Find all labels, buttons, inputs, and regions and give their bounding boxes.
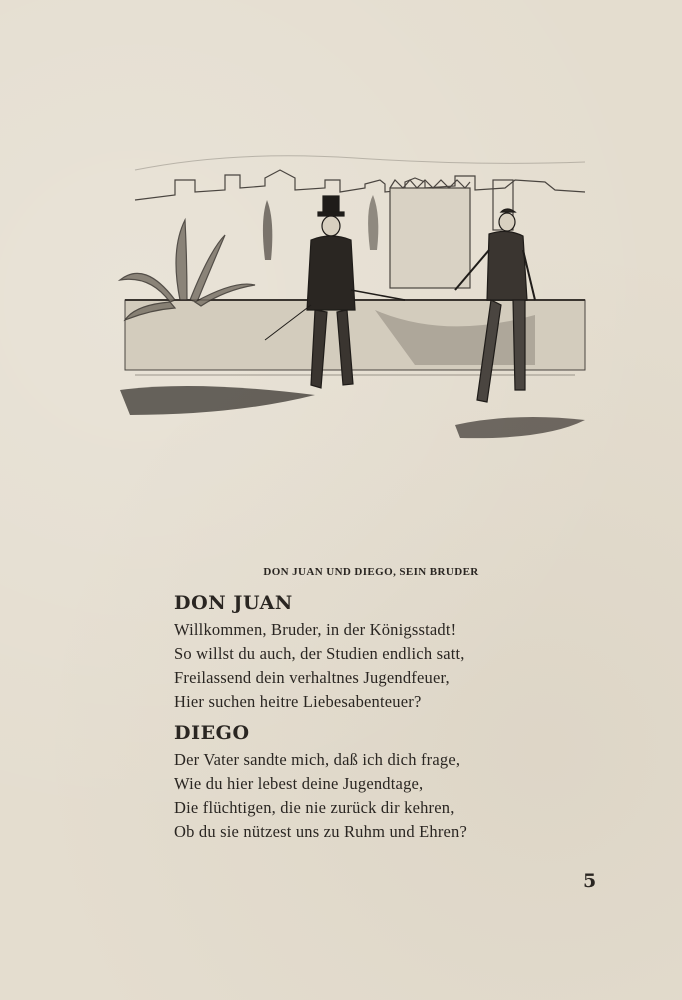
verse-line: So willst du auch, der Studien endlich satt,	[174, 644, 465, 663]
verse-line: Willkommen, Bruder, in der Königsstadt!	[174, 620, 457, 639]
speech-diego	[174, 718, 594, 844]
dialogue-text	[174, 588, 594, 844]
illustration-caption: DON JUAN UND DIEGO, SEIN BRUDER	[263, 566, 479, 578]
verse-line: Die flüchtigen, die nie zurück dir kehren,	[174, 798, 455, 817]
speech-don-juan	[174, 588, 594, 714]
verse-line: Ob du sie nützest uns zu Ruhm und Ehren?	[174, 822, 468, 841]
verse-line: Freilassend dein verhaltnes Jugendfeuer,	[174, 668, 450, 687]
verse-line: Der Vater sandte mich, daß ich dich frage,	[174, 750, 461, 769]
sketch-illustration	[115, 140, 595, 460]
verse-line: Wie du hier lebest deine Jugendtage,	[174, 774, 424, 793]
speaker-name: DIEGO	[174, 722, 250, 744]
speaker-name: DON JUAN	[174, 592, 293, 614]
verse-line: Hier suchen heitre Liebesabenteuer?	[174, 692, 422, 711]
page-number: 5	[583, 870, 597, 892]
